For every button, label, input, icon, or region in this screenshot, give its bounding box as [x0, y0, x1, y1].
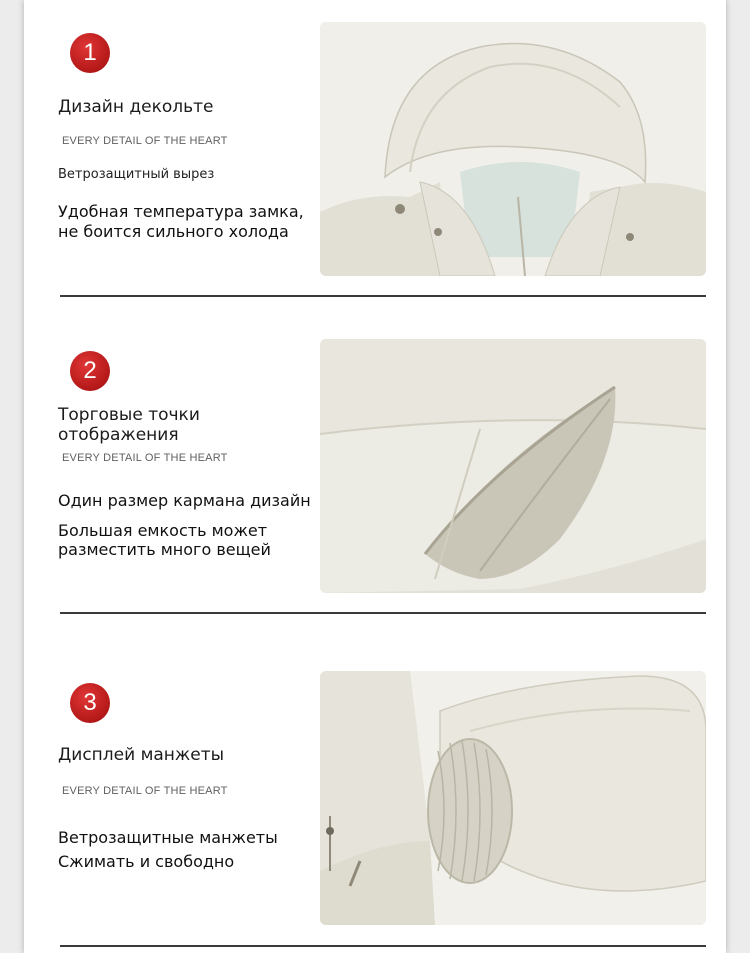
- product-detail-card: [24, 0, 726, 953]
- section-divider: [60, 945, 706, 947]
- section-desc-line: разместить много вещей: [58, 540, 271, 559]
- cuff-photo: [320, 671, 706, 925]
- section-desc-line: Сжимать и свободно: [58, 852, 235, 871]
- section-desc-line: не боится сильного холода: [58, 222, 289, 241]
- number-badge-2: 2: [70, 351, 110, 391]
- section-subtitle: EVERY DETAIL OF THE HEART: [62, 452, 228, 464]
- section-title: Дизайн декольте: [58, 97, 214, 117]
- collar-photo: [320, 22, 706, 276]
- section-title: Торговые точки: [58, 405, 200, 425]
- section-desc-line: Ветрозащитные манжеты: [58, 828, 278, 847]
- section-desc-line: Один размер кармана дизайн: [58, 491, 311, 510]
- section-title: Дисплей манжеты: [58, 745, 225, 765]
- section-divider: [60, 612, 706, 614]
- section-subtitle: EVERY DETAIL OF THE HEART: [62, 785, 228, 797]
- section-subtitle: EVERY DETAIL OF THE HEART: [62, 135, 228, 147]
- section-note: Ветрозащитный вырез: [58, 167, 215, 182]
- section-desc-line: Удобная температура замка,: [58, 202, 304, 221]
- section-title: отображения: [58, 425, 179, 445]
- pocket-photo: [320, 339, 706, 593]
- section-desc-line: Большая емкость может: [58, 521, 268, 540]
- section-divider: [60, 295, 706, 297]
- number-badge-1: 1: [70, 33, 110, 73]
- number-badge-3: 3: [70, 683, 110, 723]
